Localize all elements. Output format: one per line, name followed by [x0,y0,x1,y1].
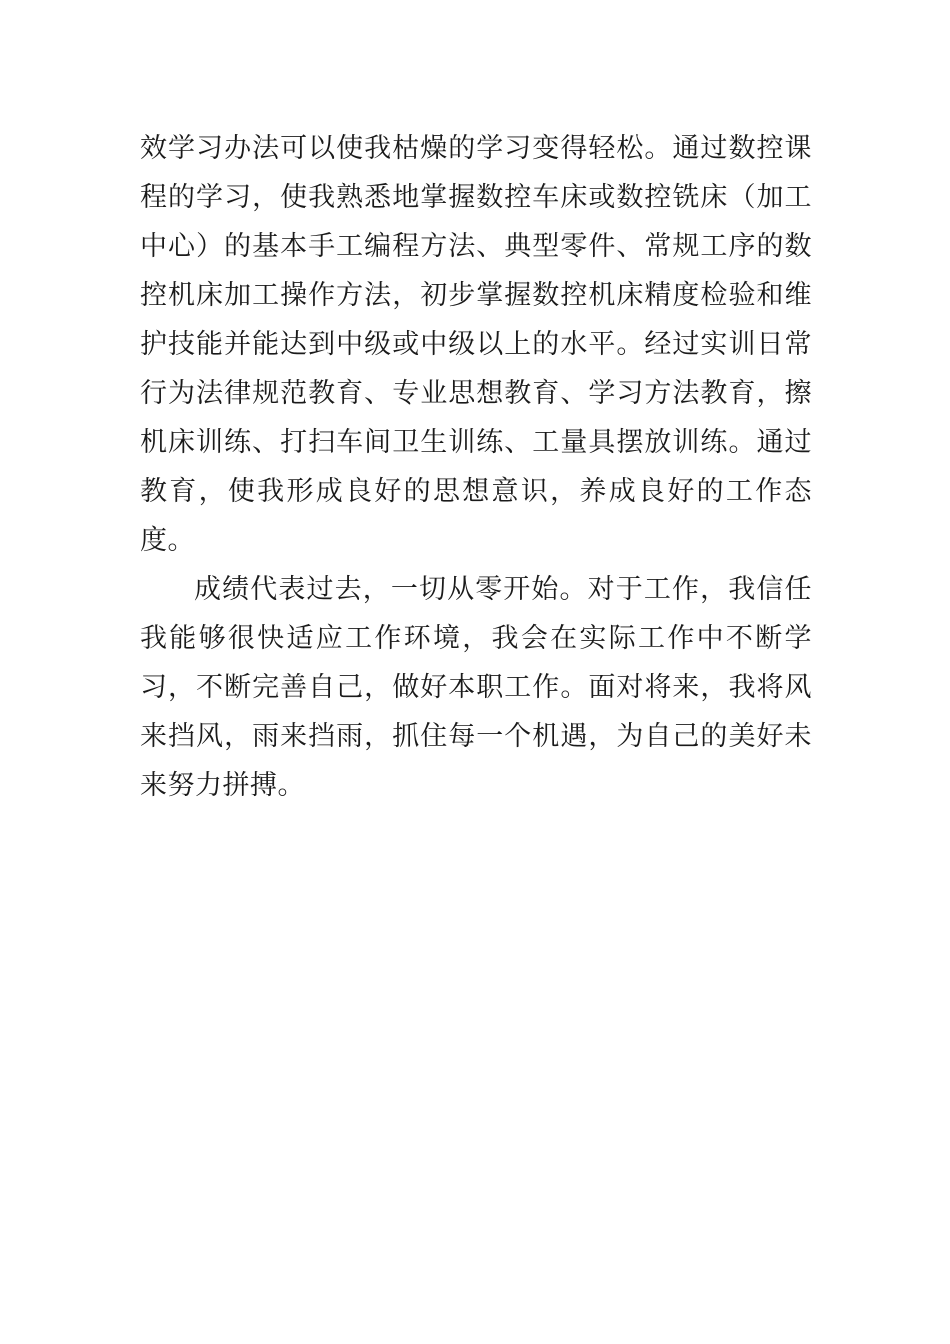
document-text-block [140,124,812,810]
paragraph-continuation: 效学习办法可以使我枯燥的学习变得轻松。通过数控课程的学习，使我熟悉地掌握数控车床或数控铣床（加工中心）的基本手工编程方法、典型零件、常规工序的数控机床加工操作方法，初步掌握数控机床精度检验和维护技能并能达到中级或中级以上的水平。经过实训日常行为法律规范教育、专业思想教育、学习方法教育，擦机床训练、打扫车间卫生训练、工量具摆放训练。通过教育，使我形成良好的思想意识，养成良好的工作态度。 [140,133,812,555]
paragraph-closing: 成绩代表过去，一切从零开始。对于工作，我信任我能够很快适应工作环境，我会在实际工作中不断学习，不断完善自己，做好本职工作。面对将来，我将风来挡风，雨来挡雨，抓住每一个机遇，为自己的美好未来努力拼搏。 [140,574,812,800]
